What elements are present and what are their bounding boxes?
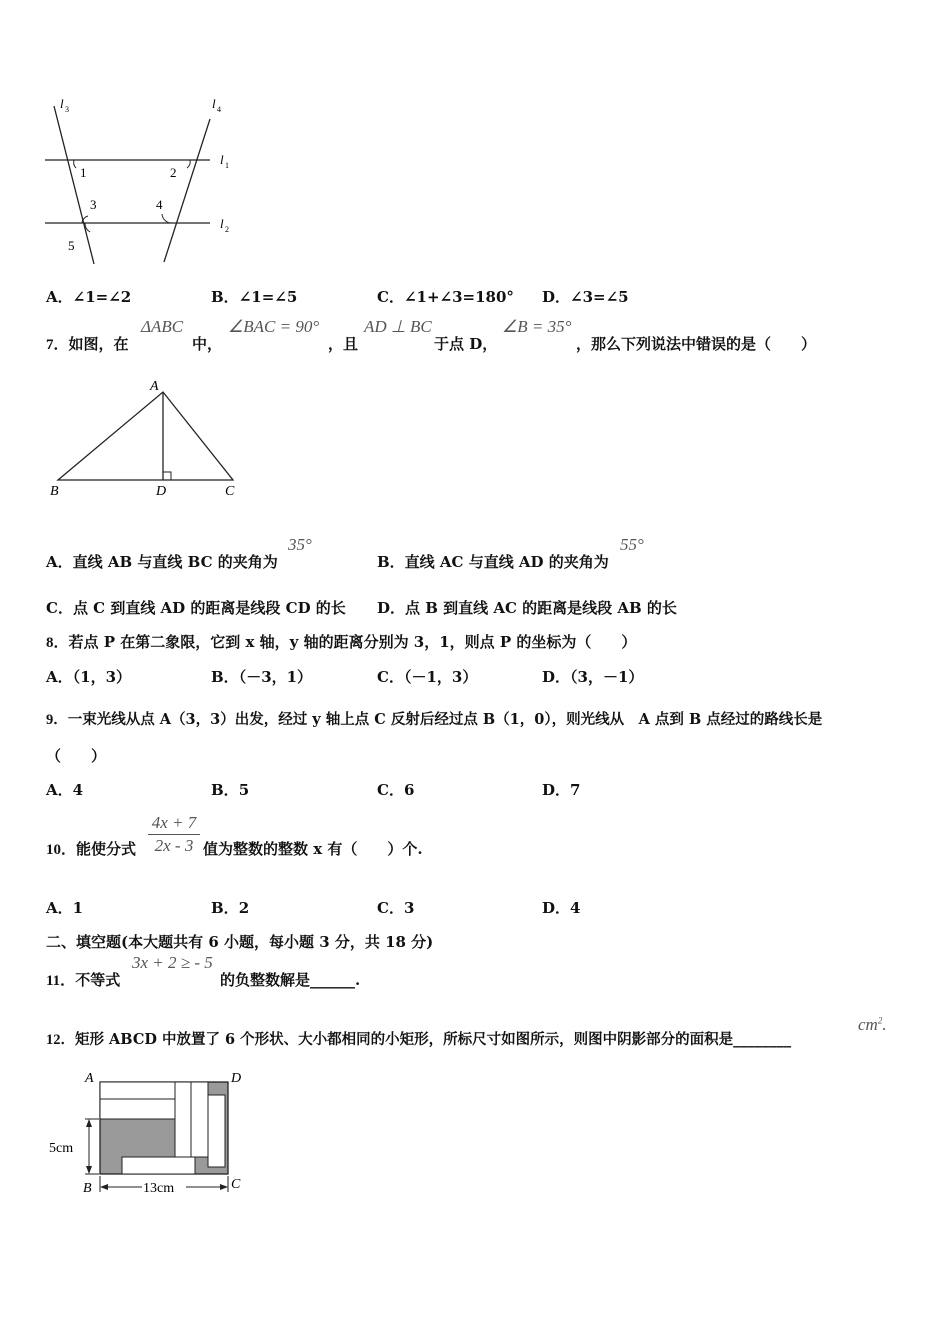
- q7-math-perp: AD ⊥ BC: [364, 317, 432, 336]
- q10-text-2: 值为整数的整数 x 有（ ）个.: [203, 840, 423, 858]
- q10-numerator: 4x + 7: [151, 813, 197, 832]
- q9-option-d[interactable]: D．7: [542, 781, 581, 799]
- q11-inequality: 3x + 2 ≥ - 5: [132, 953, 213, 972]
- angle-3-label: 3: [90, 197, 97, 212]
- q10-denominator: 2x - 3: [154, 836, 194, 855]
- q9-stem-line1: 9．一束光线从点 A（3，3）出发，经过 y 轴上点 C 反射后经过点 B（1，0），则光线从 A 点到 B 点经过的路线长是: [46, 711, 823, 728]
- rect-vertex-a-label: A: [85, 1071, 94, 1086]
- rect-vertex-d-label: D: [231, 1071, 242, 1086]
- q9-option-a[interactable]: A．4: [46, 781, 84, 799]
- q7-text-3: ，且: [328, 335, 359, 353]
- q6-option-d[interactable]: D．∠3=∠5: [542, 288, 629, 306]
- q9-option-b[interactable]: B．5: [211, 781, 250, 799]
- angle-2-label: 2: [170, 165, 177, 180]
- q7-option-b-math: 55°: [620, 535, 644, 554]
- angle-5-label: 5: [68, 238, 75, 253]
- q12-unit: $cm^2$.: [858, 1015, 887, 1034]
- angle-1-label: 1: [80, 165, 87, 180]
- vertex-b-label: B: [50, 484, 59, 499]
- section-2-heading: 二、填空题(本大题共有 6 小题，每小题 3 分，共 18 分): [46, 933, 434, 951]
- q7-option-a-math: 35°: [288, 535, 312, 554]
- label-l4: l: [212, 96, 216, 111]
- q9-stem-line2: （ ）: [46, 747, 107, 765]
- q12-stem: 12．矩形 ABCD 中放置了 6 个形状、大小都相同的小矩形，所标尺寸如图所示，则图中阴影部分的面积是________: [46, 1031, 792, 1048]
- q6-option-a[interactable]: A．∠1=∠2: [46, 288, 132, 306]
- q7-text-2: 中，: [192, 335, 223, 353]
- q7-text-5: ，那么下列说法中错误的是（ ）: [576, 335, 817, 353]
- height-label: 5cm: [49, 1141, 74, 1156]
- label-l1-sub: 1: [225, 161, 229, 170]
- vertex-d-label: D: [156, 484, 167, 499]
- label-l1: l: [220, 152, 224, 167]
- q6-option-c[interactable]: C．∠1+∠3=180°: [377, 288, 514, 306]
- q7-stem: 7．如图，在: [46, 335, 129, 353]
- label-l2-sub: 2: [225, 225, 229, 234]
- q8-option-c[interactable]: C．（－1，3）: [377, 668, 478, 686]
- vertex-c-label: C: [225, 484, 235, 499]
- q7-option-d[interactable]: D．点 B 到直线 AC 的距离是线段 AB 的长: [377, 599, 677, 617]
- q7-math-triangle: ΔABC: [141, 317, 184, 336]
- angle-4-label: 4: [156, 197, 163, 212]
- label-l4-sub: 4: [217, 105, 221, 114]
- q11-text-2: 的负整数解是______.: [220, 971, 361, 989]
- q9-option-c[interactable]: C．6: [377, 781, 415, 799]
- q7-text-4: 于点 D，: [434, 335, 498, 353]
- width-label: 13cm: [143, 1181, 175, 1196]
- parallel-lines-figure: [40, 94, 240, 269]
- q10-option-a[interactable]: A．1: [46, 899, 84, 917]
- q7-option-c[interactable]: C．点 C 到直线 AD 的距离是线段 CD 的长: [46, 599, 346, 617]
- q8-stem: 8．若点 P 在第二象限，它到 x 轴，y 轴的距离分别为 3，1，则点 P 的坐标为（ ）: [46, 633, 637, 651]
- q8-option-a[interactable]: A．（1，3）: [46, 668, 132, 686]
- q7-math-angle-bac: ∠BAC = 90°: [228, 317, 320, 336]
- triangle-figure: [45, 372, 245, 502]
- q11-stem: 11．不等式: [46, 971, 121, 989]
- q10-option-d[interactable]: D．4: [542, 899, 581, 917]
- rect-vertex-b-label: B: [83, 1181, 92, 1196]
- label-l3: l: [60, 96, 64, 111]
- q7-math-angle-b: ∠B = 35°: [502, 317, 572, 336]
- q6-option-b[interactable]: B．∠1=∠5: [211, 288, 298, 306]
- label-l2: l: [220, 216, 224, 231]
- rect-vertex-c-label: C: [231, 1177, 241, 1192]
- q10-stem: 10．能使分式: [46, 840, 137, 858]
- label-l3-sub: 3: [65, 105, 69, 114]
- q8-option-d[interactable]: D．（3，－1）: [542, 668, 644, 686]
- vertex-a-label: A: [150, 379, 159, 394]
- q10-option-b[interactable]: B．2: [211, 899, 250, 917]
- q7-option-b[interactable]: B．直线 AC 与直线 AD 的夹角为: [377, 553, 609, 571]
- q10-option-c[interactable]: C．3: [377, 899, 415, 917]
- q7-option-a[interactable]: A．直线 AB 与直线 BC 的夹角为: [46, 553, 278, 571]
- q10-fraction: [148, 813, 200, 856]
- q8-option-b[interactable]: B．（－3，1）: [211, 668, 313, 686]
- rectangle-figure: [45, 1066, 255, 1202]
